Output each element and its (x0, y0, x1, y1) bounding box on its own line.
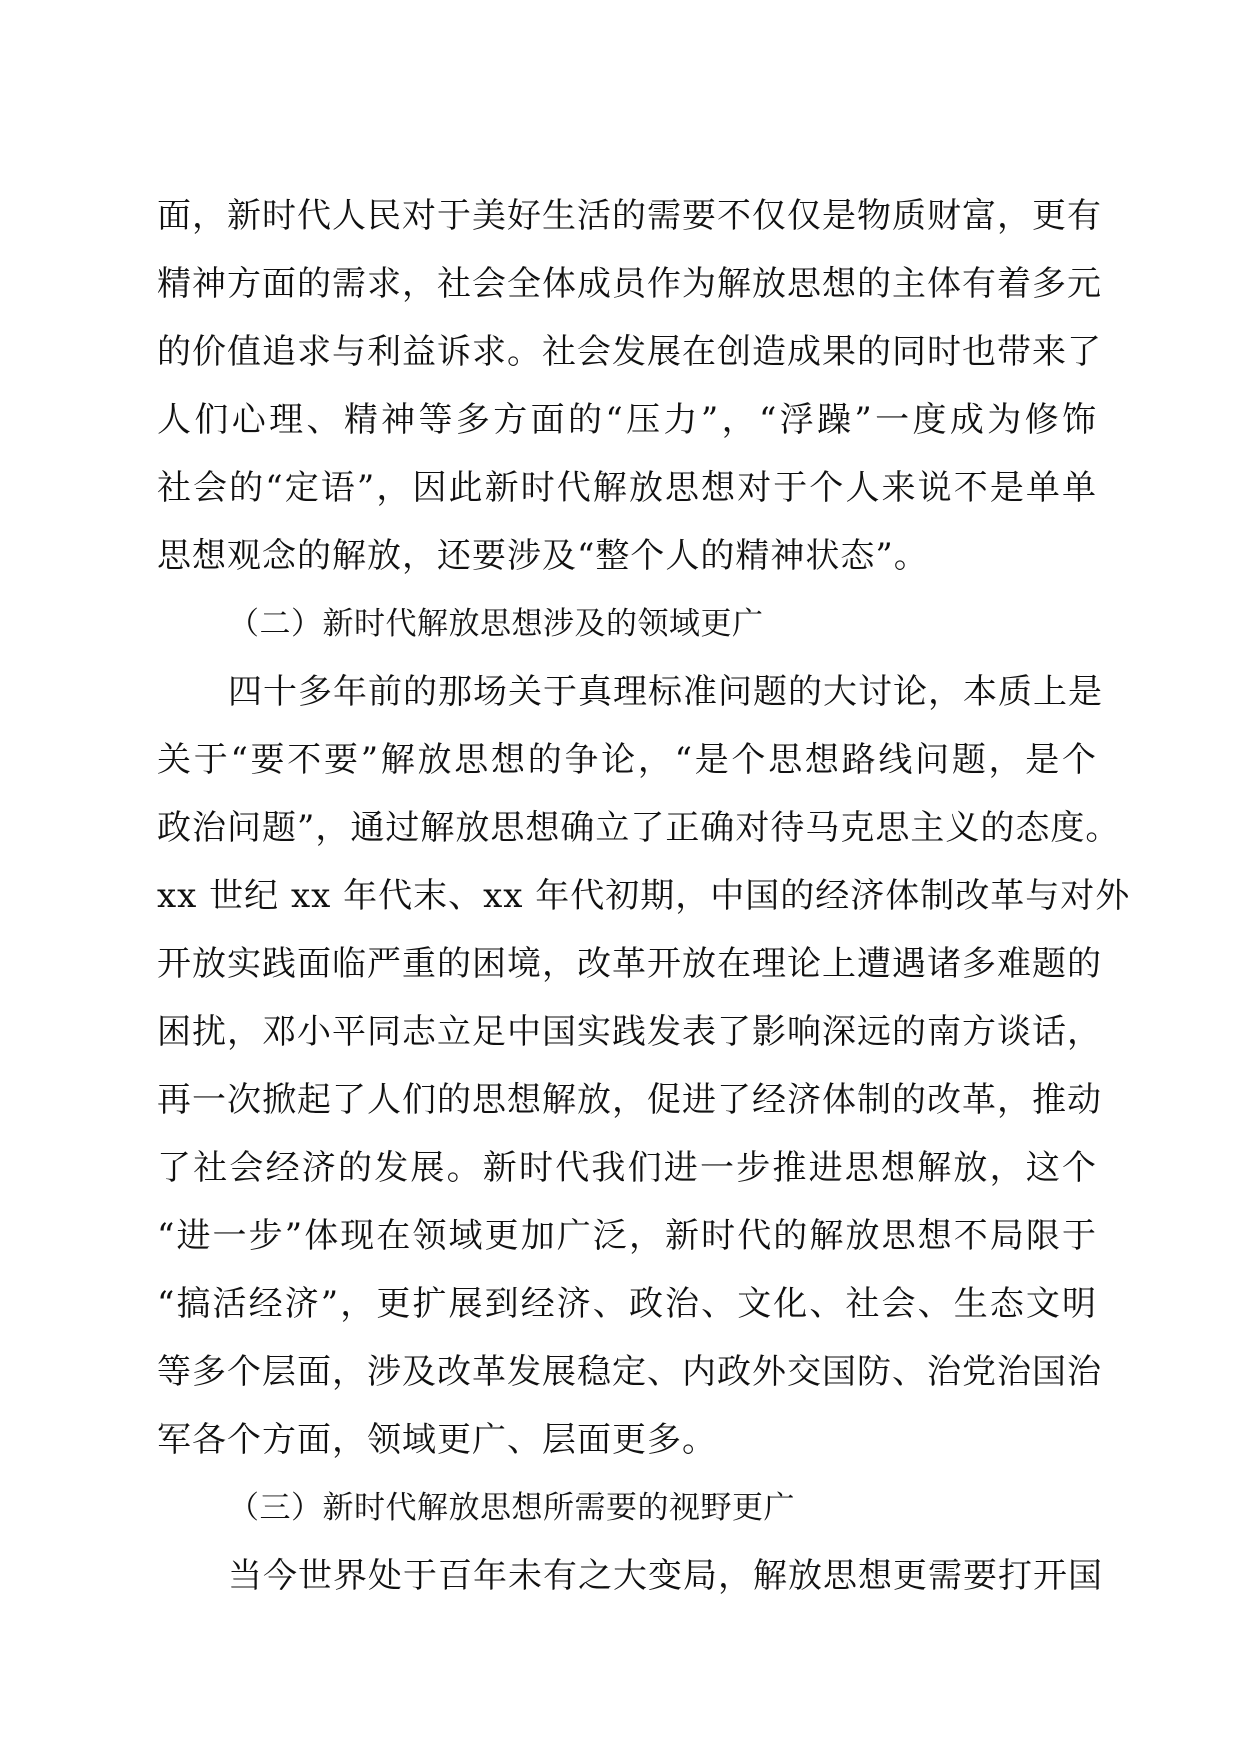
text-line: “进一步”体现在领域更加广泛，新时代的解放思想不局限于 (157, 1216, 1097, 1256)
text-line: 思想观念的解放，还要涉及“整个人的精神状态”。 (157, 536, 929, 576)
text-line: 当今世界处于百年未有之大变局，解放思想更需要打开国 (228, 1556, 1103, 1596)
text-line: 精神方面的需求，社会全体成员作为解放思想的主体有着多元 (157, 264, 1102, 304)
text-line: 社会的“定语”，因此新时代解放思想对于个人来说不是单单 (157, 468, 1097, 508)
text-line: 军各个方面，领域更广、层面更多。 (157, 1420, 717, 1460)
text-line: 了社会经济的发展。新时代我们进一步推进思想解放，这个 (157, 1148, 1097, 1188)
text-line: 关于“要不要”解放思想的争论，“是个思想路线问题，是个 (157, 740, 1097, 780)
section-heading: （三）新时代解放思想所需要的视野更广 (228, 1490, 795, 1526)
text-line: 困扰，邓小平同志立足中国实践发表了影响深远的南方谈话， (157, 1012, 1102, 1052)
text-line: “搞活经济”，更扩展到经济、政治、文化、社会、生态文明 (157, 1284, 1097, 1324)
text-line: 再一次掀起了人们的思想解放，促进了经济体制的改革，推动 (157, 1080, 1102, 1120)
text-line: 开放实践面临严重的困境，改革开放在理论上遭遇诸多难题的 (157, 944, 1102, 984)
text-line: 面，新时代人民对于美好生活的需要不仅仅是物质财富，更有 (157, 196, 1102, 236)
text-line: 人们心理、精神等多方面的“压力”，“浮躁”一度成为修饰 (157, 400, 1097, 440)
text-line: xx 世纪 xx 年代末、xx 年代初期，中国的经济体制改革与对外 (157, 876, 1131, 916)
text-line: 等多个层面，涉及改革发展稳定、内政外交国防、治党治国治 (157, 1352, 1102, 1392)
text-line: 的价值追求与利益诉求。社会发展在创造成果的同时也带来了 (157, 332, 1102, 372)
text-line: 政治问题”，通过解放思想确立了正确对待马克思主义的态度。 (157, 808, 1121, 848)
section-heading: （二）新时代解放思想涉及的领域更广 (228, 606, 764, 642)
text-line: 四十多年前的那场关于真理标准问题的大讨论，本质上是 (228, 672, 1103, 712)
